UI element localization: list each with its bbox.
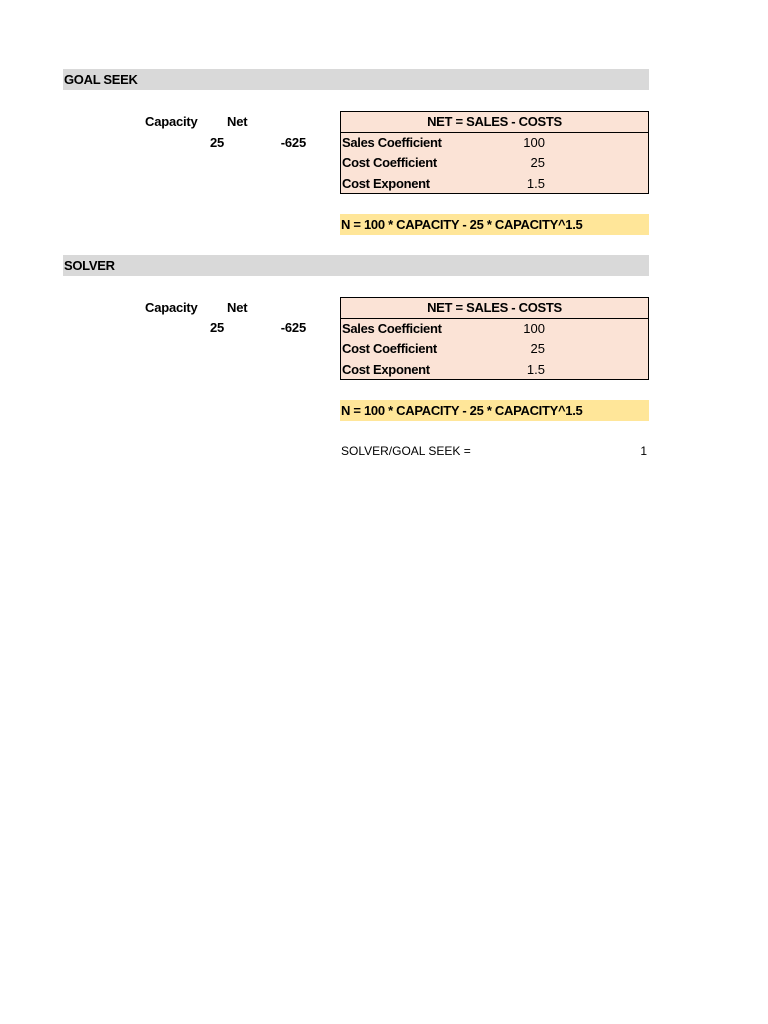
solver-table-header: NET = SALES - COSTS (341, 298, 648, 319)
goal-seek-cost-exponent-value[interactable]: 1.5 (526, 175, 545, 191)
solver-capacity-label: Capacity (145, 300, 198, 315)
goal-seek-cost-coefficient-value[interactable]: 25 (530, 155, 545, 171)
solver-goal-seek-ratio-value[interactable]: 1 (640, 444, 647, 458)
goal-seek-table-header: NET = SALES - COSTS (341, 112, 648, 133)
solver-capacity-value[interactable]: 25 (209, 320, 224, 335)
solver-net-value[interactable]: -625 (280, 320, 306, 335)
solver-cost-coefficient-label: Cost Coefficient (342, 341, 437, 357)
solver-coefficient-table (340, 297, 649, 380)
solver-net-label: Net (227, 300, 248, 315)
goal-seek-formula-text: N = 100 * CAPACITY - 25 * CAPACITY^1.5 (341, 217, 583, 232)
solver-title: SOLVER (64, 258, 115, 273)
goal-seek-title: GOAL SEEK (64, 72, 138, 87)
solver-goal-seek-ratio-label: SOLVER/GOAL SEEK = (341, 444, 471, 458)
goal-seek-cost-exponent-label: Cost Exponent (342, 175, 430, 191)
table-row (341, 319, 648, 339)
table-row (341, 153, 648, 173)
goal-seek-formula (340, 214, 649, 235)
solver-sales-coefficient-value[interactable]: 100 (523, 321, 545, 336)
goal-seek-capacity-label: Capacity (145, 114, 198, 129)
goal-seek-header (63, 69, 649, 90)
goal-seek-coefficient-table (340, 111, 649, 194)
solver-formula-text: N = 100 * CAPACITY - 25 * CAPACITY^1.5 (341, 403, 583, 418)
goal-seek-capacity-value[interactable]: 25 (209, 135, 224, 150)
table-row (341, 339, 648, 359)
solver-formula (340, 400, 649, 421)
table-row (341, 133, 648, 153)
goal-seek-sales-coefficient-value[interactable]: 100 (523, 135, 545, 150)
goal-seek-net-label: Net (227, 114, 248, 129)
solver-cost-exponent-value[interactable]: 1.5 (526, 361, 545, 377)
table-row (341, 174, 648, 194)
goal-seek-sales-coefficient-label: Sales Coefficient (342, 135, 442, 150)
table-row (341, 360, 648, 380)
solver-header (63, 255, 649, 276)
solver-cost-coefficient-value[interactable]: 25 (530, 341, 545, 357)
goal-seek-net-value[interactable]: -625 (280, 135, 306, 150)
solver-cost-exponent-label: Cost Exponent (342, 361, 430, 377)
solver-sales-coefficient-label: Sales Coefficient (342, 321, 442, 336)
goal-seek-cost-coefficient-label: Cost Coefficient (342, 155, 437, 171)
